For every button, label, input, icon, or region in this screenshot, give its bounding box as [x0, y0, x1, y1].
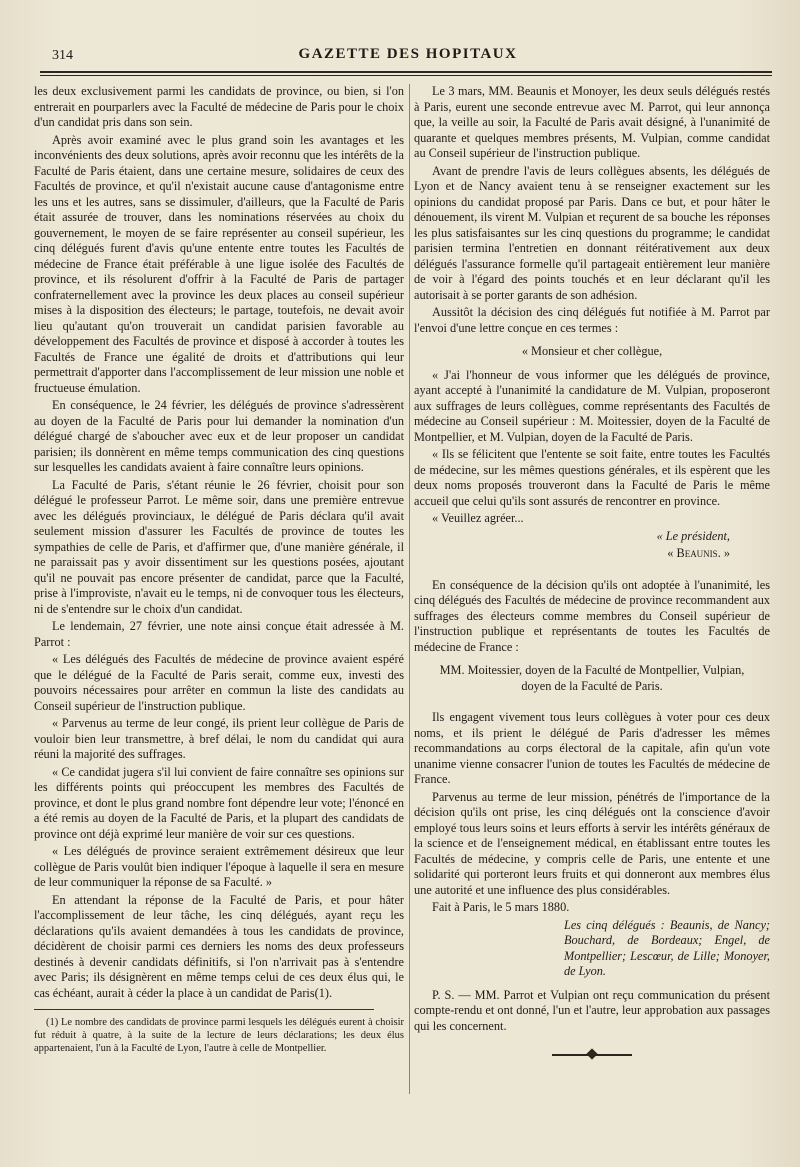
paragraph: Le 3 mars, MM. Beaunis et Monoyer, les deux seuls délégués restés à Paris, eurent une seconde entrevue avec M. Parrot, qui leur annonça que, la veille au soir, la Faculté de Paris avait désigné, à l'unanimité de quarante et quelques membres présents, M. Vulpian, comme candidat au Conseil supérieur de l'instruction publique.	[414, 84, 770, 160]
paragraph: En conséquence de la décision qu'ils ont adoptée à l'unanimité, les cinq délégués des Facultés de médecine de province recommandent aux suffrages des électeurs comme membres du Conseil supérieur de l'instruction publique et représentants de toutes les Facultés de médecine de France :	[414, 577, 770, 654]
quote-paragraph: « Les délégués des Facultés de médecine de province avaient espéré que le délégué de la Faculté de Paris serait, comme eux, investi des pouvoirs nécessaires pour arrêter en commun la liste des candidats au Conseil supérieur de l'instruction publique.	[34, 652, 404, 713]
header-rule-thin	[40, 75, 772, 76]
letter-paragraph: « Ils se félicitent que l'entente se soit faite, entre toutes les Facultés de médecine, sur les mêmes questions générales, et ils espèrent que les deux noms proposés trouveront dans la Faculté de Paris le même accueil que celui qu'ils sont assurés de rencontrer en province.	[414, 447, 770, 508]
quote-paragraph: « Ce candidat jugera s'il lui convient de faire connaître ses opinions sur les différents points qui préoccupent les membres des Facultés de province, et dont le plus grand nombre font dépendre leur vote; l'énoncé en a été remis au doyen de la Faculté de Paris, et la plupart des candidats de province ont déjà exprimé leur manière de voir sur ces questions.	[34, 764, 404, 841]
paragraph: En conséquence, le 24 février, les délégués de province s'adressèrent au doyen de la Faculté de Paris pour lui demander la nomination d'un délégué chargé de s'aboucher avec eux et de leur proposer un candidat parisien; ils donnèrent en même temps communication des cinq questions sur lesquelles les candidats avaient à faire connaître leurs opinions.	[34, 398, 404, 474]
dateline: Fait à Paris, le 5 mars 1880.	[432, 900, 570, 914]
paragraph: les deux exclusivement parmi les candidats de province, ou bien, si l'on entrerait en pourparlers avec la Faculté de médecine de Paris pour le choix d'un candidat pris dans son sein.	[34, 84, 404, 129]
paragraph: Le lendemain, 27 février, une note ainsi conçue était adressée à M. Parrot :	[34, 619, 404, 649]
paragraph: Après avoir examiné avec le plus grand soin les avantages et les inconvénients des deux solutions, après avoir reconnu que les intérêts de la Faculté de Paris étaient, dans une certaine mesure, solidaires de ceux des Facultés de province, et qu'il n'existait aucune cause d'antagonisme entre les uns et les autres, sans se dissimuler, d'ailleurs, que la Faculté de Paris était assurée de trouver, dans les nominations réservées au choix du gouvernement, le moyen de se faire représenter au conseil supérieur, les cinq délégués furent d'avis qu'une entente entre toutes les Facultés de médecine de France était préférable à une ligue isolée des Facultés de province, et ils résolurent d'offrir à la Faculté de Paris de partager confraternellement avec la province les deux places au conseil supérieur mises à la disposition des électeurs; le partage, toutefois, ne devait avoir lieu qu'autant qu'on trouverait un candidat parisien favorable au développement des Facultés de province et disposé à accorder à toutes les Facultés de France une égalité de droits et d'attributions qui leur permettrait d'apporter dans l'accomplissement de leur mission une noble et fructueuse émulation.	[34, 132, 404, 395]
column-divider	[409, 84, 410, 1094]
signatories: Les cinq délégués : Beaunis, de Nancy; Bouchard, de Bordeaux; Engel, de Montpellier; Lescœur, de Lille; Monoyer, de Lyon.	[564, 917, 770, 978]
letter-paragraph: « J'ai l'honneur de vous informer que les délégués de province, ayant accepté à l'unanimité la candidature de M. Vulpian, proposeront aux suffrages de leurs collègues, comme représentants des Facultés de médecine au Conseil supérieur : M. Moitessier, doyen de la Faculté de Montpellier, et M. Vulpian, doyen de la Faculté de Paris.	[414, 367, 770, 444]
footnote: (1) Le nombre des candidats de province parmi lesquels les délégués eurent à choisir fut réduit à quatre, à la suite de la lecture de leurs déclarations; les deux élus appartenaient, l'un à la Faculté de Lyon, l'autre à celle de Montpellier.	[34, 1017, 404, 1054]
paragraph: Ils engagent vivement tous leurs collègues à voter pour ces deux noms, et ils prient le délégué de Paris d'adresser les mêmes recommandations au corps électoral de la capitale, afin qu'un vote unanime vienne consacrer l'union de toutes les Facultés de médecine de France.	[414, 710, 770, 786]
letter-salutation: « Monsieur et cher collègue,	[521, 344, 663, 358]
paragraph: Avant de prendre l'avis de leurs collègues absents, les délégués de Lyon et de Nancy avaient tenu à se renseigner exactement sur les opinions du candidat proposé par Paris. Dans ce but, et pour hâter le dénouement, ils virent M. Vulpian et reçurent de sa bouche les réponses les plus satisfaisantes sur les cinq questions du programme; le candidat parisien termina l'entretien en donnant réitérativement aux deux délégués l'assurance formelle qu'il partageait entièrement leur manière de voir à l'égard des points touchés et en leur déclarant qu'il les autorisait à se porter garants de son adhésion.	[414, 163, 770, 302]
letter-signature-name: « Beaunis. »	[667, 546, 730, 560]
quote-paragraph: « Parvenus au terme de leur congé, ils prient leur collègue de Paris de vouloir bien leur transmettre, à bref délai, le nom du candidat qui aura réuni la majorité des suffrages.	[34, 716, 404, 761]
postscript: P. S. — MM. Parrot et Vulpian ont reçu communication du présent compte-rendu et ont donné, l'un et l'autre, leur approbation aux passages qui les concernent.	[414, 987, 770, 1033]
letter-paragraph: « Veuillez agréer...	[432, 511, 524, 525]
footnote-rule	[34, 1009, 374, 1010]
page-number: 314	[52, 48, 73, 63]
page-header	[52, 46, 764, 66]
paragraph: Aussitôt la décision des cinq délégués fut notifiée à M. Parrot par l'envoi d'une lettre conçue en ces termes :	[414, 305, 770, 335]
left-column	[34, 84, 404, 1057]
quote-paragraph: « Les délégués de province seraient extrêmement désireux que leur collègue de Paris voulût bien indiquer l'époque à laquelle il sera en mesure de leur communiquer la réponse de sa Faculté. »	[34, 844, 404, 889]
end-ornament	[552, 1052, 632, 1058]
paragraph: La Faculté de Paris, s'étant réunie le 26 février, choisit pour son délégué le professeur Parrot. Le même soir, dans une première entrevue avec les délégués provinciaux, le délégué de Paris déclara qu'il avait seulement mission d'assurer les Facultés de province de toutes les sympathies de celle de Paris, et d'affirmer que, d'une manière générale, il ne paraissait pas y avoir dissentiment sur les questions posées, ajoutant qu'il ne pouvait pas encore présenter de candidat, parce que la Faculté, prise à l'improviste, n'avait eu le temps, ni de convoquer tous les électeurs, ni de s'entendre sur le choix d'un candidat.	[34, 477, 404, 616]
journal-title: GAZETTE DES HOPITAUX	[298, 46, 518, 62]
header-rule	[40, 71, 772, 73]
letter-signature-title: « Le président,	[656, 528, 730, 543]
candidates-list: MM. Moitessier, doyen de la Faculté de Montpellier, Vulpian, doyen de la Faculté de Paris.	[439, 663, 745, 693]
right-column	[414, 84, 770, 1058]
paragraph: En attendant la réponse de la Faculté de Paris, et pour hâter l'accomplissement de leur tâche, les cinq délégués, ayant reçu les déclarations qu'ils avaient demandées à tous les candidats de province, décidèrent de choisir parmi ces derniers les noms des deux professeurs destinés à devenir candidats définitifs, si l'on n'arrivait pas à s'entendre avec Paris; ils désignèrent en même temps celui de ces deux élus qui, le cas échéant, aurait à céder la place à un candidat de Paris(1).	[34, 892, 404, 1000]
paragraph: Parvenus au terme de leur mission, pénétrés de l'importance de la décision qu'ils ont prise, les cinq délégués ont la conscience d'avoir employé tous leurs soins et leurs efforts à servir les intérêts généraux de la science et de l'enseignement médical, en établissant entre toutes les Facultés de médecine, y compris celle de Paris, une entente et une solidarité qui porteront leurs fruits et qui donneront aux membres élus une autorité et une influence des plus considérables.	[414, 789, 770, 897]
